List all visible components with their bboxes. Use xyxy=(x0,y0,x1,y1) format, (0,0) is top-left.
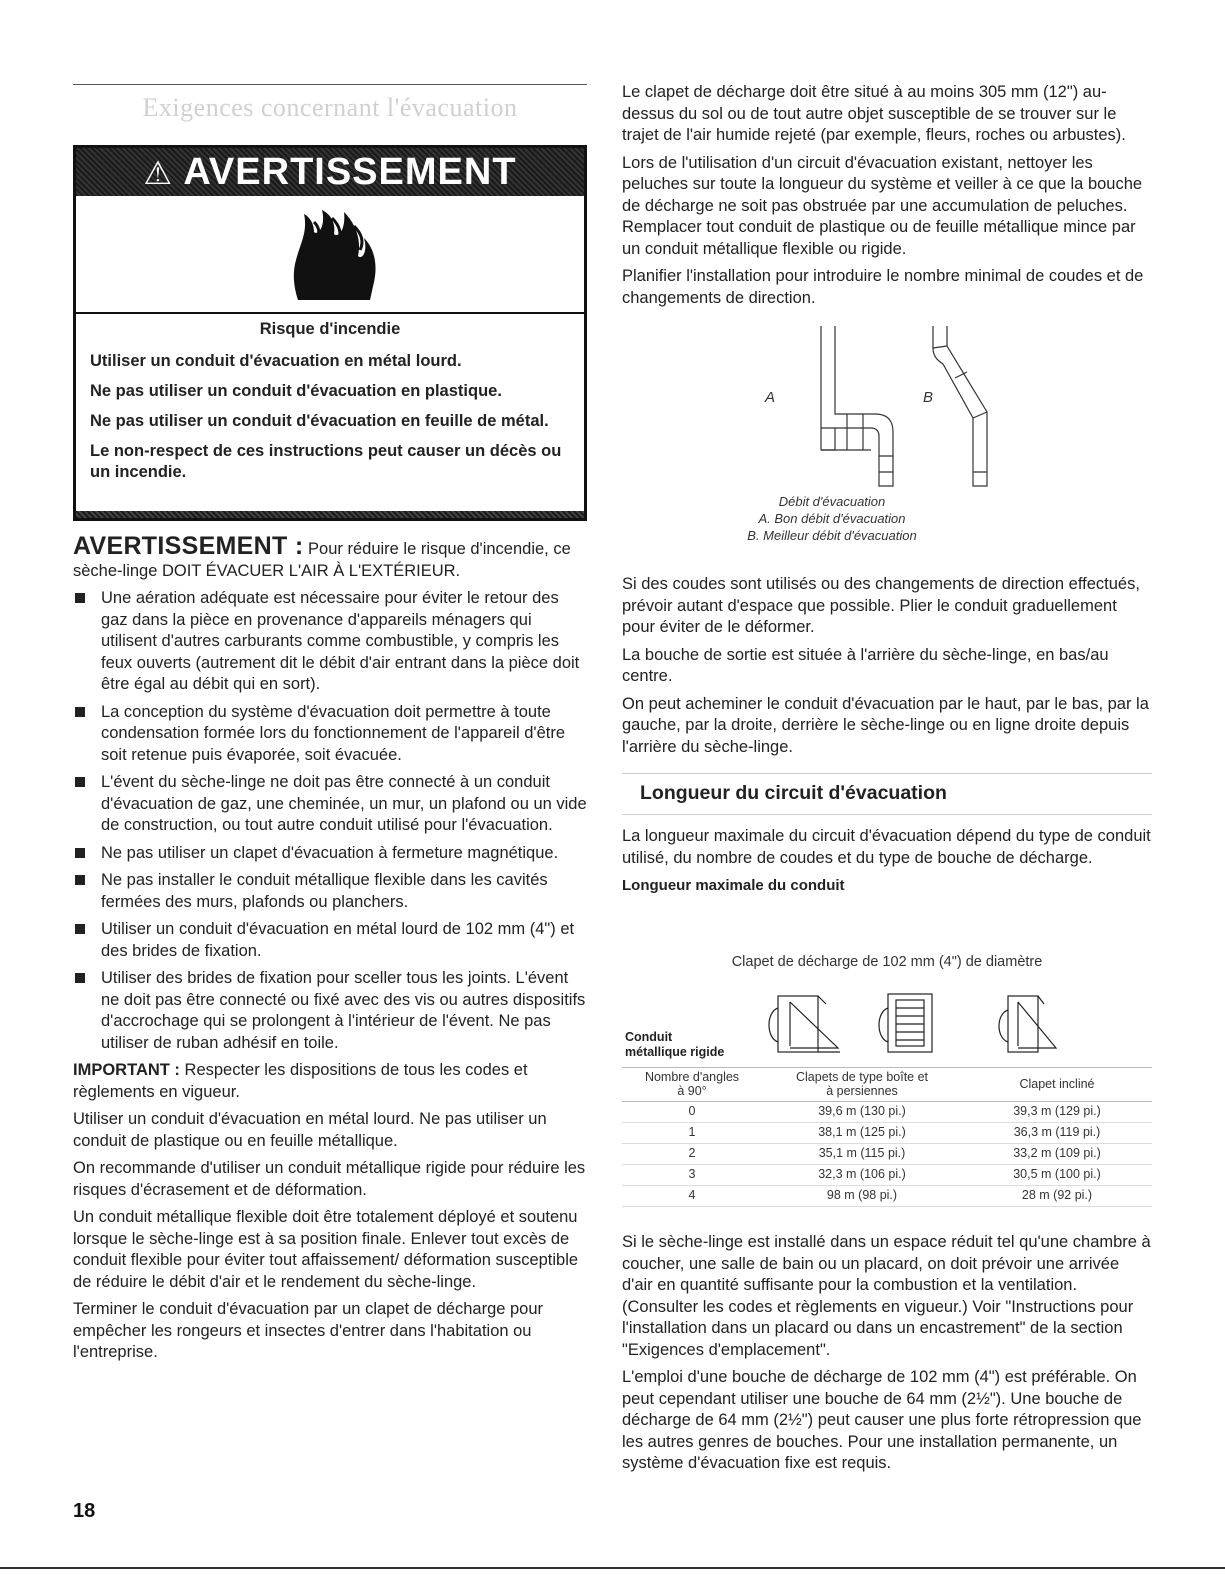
table-caption: Clapet de décharge de 102 mm (4") de diamètre xyxy=(731,954,1043,970)
bullet-square-icon xyxy=(75,848,85,858)
right-paragraph-8: L'emploi d'une bouche de décharge de 102 mm (4") est préférable. On peut cependant utiliser une bouche de 64 mm (2½"). Une bouche de décharge de 64 mm (2½") peut causer une plus forte rétropression que les autres genres de bouches. Pour une installation permanente, un système d'évacuation fixe est requis. xyxy=(622,1368,1142,1472)
fire-hazard-graphic xyxy=(76,196,584,314)
left-paragraph-3: Un conduit métallique flexible doit être totalement déployé et soutenu lorsque le sèche-linge est à sa position finale. Enlever tout excès de conduit flexible pour éviter tout affaissement/ déformation susceptible de réduire le débit d'air et le rendement du sèche-linge. xyxy=(73,1208,579,1291)
warning-header xyxy=(76,148,584,196)
warning-box xyxy=(73,145,587,521)
subsection-rule-bottom xyxy=(622,814,1152,815)
bullet-square-icon xyxy=(75,875,85,885)
table-row: 2 35,1 m (115 pi.) 33,2 m (109 pi.) xyxy=(622,1144,1152,1165)
right-column-middle xyxy=(622,574,1152,764)
avertissement-paragraph xyxy=(73,532,589,582)
duct-a-run xyxy=(835,326,893,456)
caption-a: A. Bon débit d'évacuation xyxy=(758,511,906,526)
subsection-bold-label: Longueur maximale du conduit xyxy=(622,877,845,894)
page-number: 18 xyxy=(73,1500,96,1522)
important-label: IMPORTANT : xyxy=(73,1061,180,1079)
warning-line-2: Ne pas utiliser un conduit d'évacuation en plastique. xyxy=(90,382,502,400)
warning-subtitle: Risque d'incendie xyxy=(259,320,401,338)
header-elbows: Nombre d'angles à 90° xyxy=(622,1068,762,1102)
diagram-caption xyxy=(622,493,1042,544)
max-length-table xyxy=(622,1067,1152,1207)
list-item: Ne pas installer le conduit métallique flexible dans les cavités fermées des murs, plafonds ou planchers. xyxy=(73,870,589,913)
warning-line-3: Ne pas utiliser un conduit d'évacuation en feuille de métal. xyxy=(90,412,549,430)
table-header-row xyxy=(622,1068,1152,1102)
box-hood-icon xyxy=(769,996,840,1052)
right-paragraph-7: Si le sèche-linge est installé dans un espace réduit tel qu'une chambre à coucher, une salle de bain ou un placard, on doit prévoir une arrivée d'air en quantité suffisante pour la combustion et la ventilation. (Consulter les codes et règlements en vigueur.) Voir "Instructions pour l'installation dans un placard ou dans un encastrement" de la section "Exigences d'emplacement". xyxy=(622,1233,1151,1359)
section-title: Exigences concernant l'évacuation xyxy=(142,93,518,122)
warning-line-4: Le non-respect de ces instructions peut causer un décès ou un incendie. xyxy=(90,442,562,481)
duct-b-left xyxy=(933,326,973,456)
warning-text xyxy=(90,320,570,492)
right-paragraph-2: Lors de l'utilisation d'un circuit d'évacuation existant, nettoyer les peluches sur toute la longueur du système et veiller à ce que la bouche de décharge ne soit pas obstruée par une accumulation de peluches. Remplacer tout conduit de plastique ou de feuille métallique mince par un conduit métallique flexible ou rigide. xyxy=(622,153,1143,258)
list-item: Une aération adéquate est nécessaire pour éviter le retour des gaz dans la pièce en provenance d'appareils ménagers qui utilisent d'autres carburants comme combustible, y compris les feux ouverts (autrement dit le débit d'air entrant dans la pièce doit être égal au débit qui en sort). xyxy=(73,588,589,696)
requirements-list xyxy=(73,588,589,1054)
caption-b: B. Meilleur débit d'évacuation xyxy=(747,528,917,543)
table-side-label xyxy=(625,1030,724,1060)
right-column-bottom xyxy=(622,1232,1152,1481)
list-item: L'évent du sèche-linge ne doit pas être connecté à un conduit d'évacuation de gaz, une cheminée, un mur, un plafond ou un vide de construction, ou tout autre conduit utilisé pour l'évacuation. xyxy=(73,772,589,837)
warning-bottom-stripe xyxy=(76,511,584,518)
right-paragraph-4: Si des coudes sont utilisés ou des changements de direction effectués, prévoir autant d'espace que possible. Plier le conduit graduellement pour éviter de le déformer. xyxy=(622,575,1140,636)
side-label-1: Conduit xyxy=(625,1030,673,1044)
subsection-title: Longueur du circuit d'évacuation xyxy=(640,782,947,804)
subsection-body xyxy=(622,826,1152,903)
fire-icon xyxy=(270,204,390,304)
avertissement-label: AVERTISSEMENT : xyxy=(73,532,304,560)
duct-b-right xyxy=(947,326,987,456)
list-item: La conception du système d'évacuation doit permettre à toute condensation formée lors du fonctionnement de l'appareil d'être soit retenue puis évaporée, soit évacuée. xyxy=(73,702,589,767)
list-item: Ne pas utiliser un clapet d'évacuation à fermeture magnétique. xyxy=(73,843,589,865)
warning-triangle-icon: ⚠ xyxy=(143,155,174,191)
table-row: 1 38,1 m (125 pi.) 36,3 m (119 pi.) xyxy=(622,1123,1152,1144)
subsection-intro: La longueur maximale du circuit d'évacuation dépend du type de conduit utilisé, du nombre de coudes et du type de bouche de décharge. xyxy=(622,827,1151,867)
duct-a-elbow xyxy=(821,326,835,450)
page-bottom-rule xyxy=(0,1567,1225,1569)
louvered-hood-icon xyxy=(879,994,932,1052)
diagram-label-a: A xyxy=(765,389,776,406)
duct-a-joints xyxy=(847,414,863,450)
table-row: 4 98 m (98 pi.) 28 m (92 pi.) xyxy=(622,1186,1152,1207)
list-item: Utiliser des brides de fixation pour sceller tous les joints. L'évent ne doit pas être connecté ou fixé avec des vis ou autres dispositifs d'accrochage qui se prolongent à l'intérieur de l'évent. Ne pas utiliser de ruban adhésif en toile. xyxy=(73,968,589,1054)
left-paragraph-1: Utiliser un conduit d'évacuation en métal lourd. Ne pas utiliser un conduit de plastique ou en feuille métallique. xyxy=(73,1110,547,1150)
right-column-top xyxy=(622,82,1152,315)
header-angled: Clapet incliné xyxy=(962,1068,1152,1102)
header-box-louvered: Clapets de type boîte et à persiennes xyxy=(762,1068,962,1102)
list-item: Utiliser un conduit d'évacuation en métal lourd de 102 mm (4") et des brides de fixation. xyxy=(73,919,589,962)
important-text: Respecter les dispositions de tous les codes et règlements en vigueur. xyxy=(73,1061,528,1101)
table-row: 0 39,6 m (130 pi.) 39,3 m (129 pi.) xyxy=(622,1102,1152,1123)
exhaust-flow-diagram xyxy=(755,326,1055,496)
warning-header-text: AVERTISSEMENT xyxy=(183,151,517,193)
important-paragraph xyxy=(73,1060,589,1103)
avertissement-text: Pour réduire le risque d'incendie, ce sèche-linge DOIT ÉVACUER L'AIR À L'EXTÉRIEUR. xyxy=(73,540,571,580)
bullet-square-icon xyxy=(75,777,85,787)
duct-b-joints xyxy=(933,346,987,418)
warning-line-1: Utiliser un conduit d'évacuation en métal lourd. xyxy=(90,352,462,370)
caption-title: Débit d'évacuation xyxy=(778,494,886,509)
bullet-square-icon xyxy=(75,707,85,717)
right-paragraph-3: Planifier l'installation pour introduire le nombre minimal de coudes et de changements de direction. xyxy=(622,267,1144,307)
table-row: 3 32,3 m (106 pi.) 30,5 m (100 pi.) xyxy=(622,1165,1152,1186)
side-label-2: métallique rigide xyxy=(625,1045,725,1059)
section-title-rule xyxy=(73,84,587,85)
left-column-text xyxy=(73,532,589,1370)
subsection-rule-top xyxy=(622,773,1152,774)
diagram-label-b: B xyxy=(923,389,934,406)
right-paragraph-6: On peut acheminer le conduit d'évacuation par le haut, par le bas, par la gauche, par la droite, derrière le sèche-linge ou en ligne droite depuis l'arrière du sèche-linge. xyxy=(622,694,1149,756)
right-paragraph-1: Le clapet de décharge doit être situé à au moins 305 mm (12") au-dessus du sol ou de tout autre objet susceptible de se trouver sur le trajet de l'air humide rejeté (par exemple, fleurs, roches ou arbustes). xyxy=(622,83,1126,144)
left-paragraph-4: Terminer le conduit d'évacuation par un clapet de décharge pour empêcher les rongeurs et insectes d'entrer dans l'habitation ou l'entreprise. xyxy=(73,1300,544,1361)
bullet-square-icon xyxy=(75,593,85,603)
bullet-square-icon xyxy=(75,973,85,983)
duct-b-outlet xyxy=(973,456,987,486)
bullet-square-icon xyxy=(75,924,85,934)
right-paragraph-5: La bouche de sortie est située à l'arrière du sèche-linge, en bas/au centre. xyxy=(622,645,1109,685)
duct-a-outlet xyxy=(879,456,893,486)
left-paragraph-2: On recommande d'utiliser un conduit métallique rigide pour réduire les risques d'écrasement et de déformation. xyxy=(73,1159,586,1199)
angled-hood-icon xyxy=(999,996,1056,1052)
vent-hood-icons xyxy=(760,988,1160,1058)
